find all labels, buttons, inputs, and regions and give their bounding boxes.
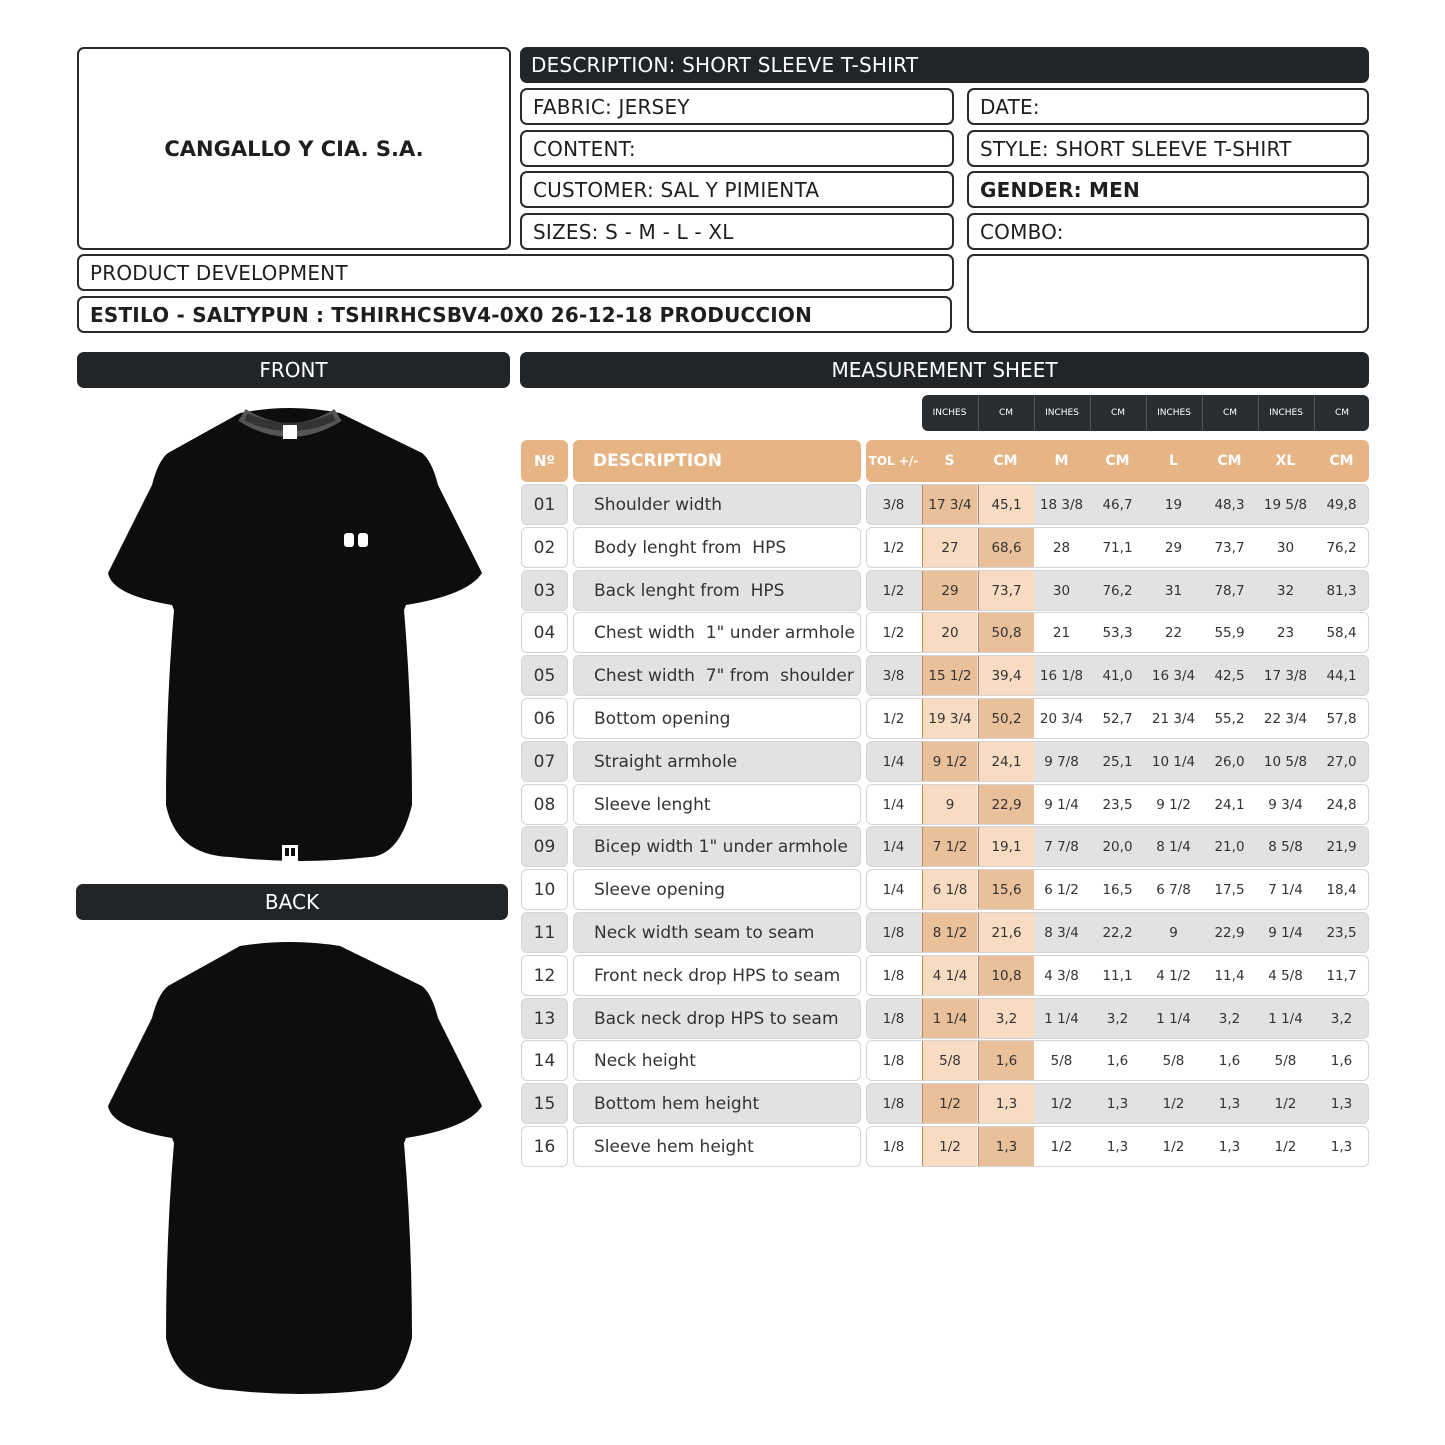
value-cell: 50,8 (978, 613, 1034, 652)
value-cell: 23,5 (1326, 924, 1357, 941)
back-label: BACK (76, 884, 508, 920)
value-cell: 19 3/4 (922, 699, 977, 738)
header-col: TOL +/- (868, 454, 919, 468)
value-cell: 9 1/2 (1156, 796, 1191, 813)
unit-label: CM (1090, 395, 1145, 431)
row-description: Shoulder width (573, 484, 861, 525)
value-cell: 11,1 (1102, 967, 1133, 984)
tshirt-front-icon (100, 405, 490, 870)
header-no: Nº (521, 440, 568, 482)
value-cell: 48,3 (1214, 496, 1245, 513)
value-cell: 24,1 (1214, 796, 1245, 813)
value-cell: 11,7 (1326, 967, 1357, 984)
row-number: 03 (521, 570, 568, 611)
value-cell: 58,4 (1326, 624, 1357, 641)
measurement-sheet-title: MEASUREMENT SHEET (520, 352, 1369, 388)
value-cell: 27,0 (1326, 753, 1357, 770)
value-cell: 24,1 (978, 742, 1034, 781)
value-cell: 20,0 (1102, 838, 1133, 855)
header-col: L (1169, 453, 1178, 469)
value-cell: 8 1/2 (922, 913, 977, 952)
value-cell: 53,3 (1102, 624, 1133, 641)
header-col: CM (993, 453, 1018, 469)
value-cell: 42,5 (1214, 667, 1245, 684)
value-cell: 1/2 (922, 1084, 977, 1123)
value-cell: 3,2 (978, 999, 1034, 1038)
value-cell: 21 3/4 (1151, 710, 1196, 727)
value-cell: 81,3 (1326, 582, 1357, 599)
value-cell: 24,8 (1326, 796, 1357, 813)
value-cell: 1/8 (882, 1052, 905, 1069)
row-number: 11 (521, 912, 568, 953)
value-cell: 1,6 (1330, 1052, 1353, 1069)
value-cell: 1/4 (882, 881, 905, 898)
unit-label: INCHES (932, 408, 967, 418)
row-description: Chest width 7" from shoulder (573, 655, 861, 696)
value-cell: 71,1 (1102, 539, 1133, 556)
content-field: CONTENT: (520, 130, 954, 167)
blank-box (967, 254, 1369, 333)
row-description: Bottom hem height (573, 1083, 861, 1124)
sizes-field: SIZES: S - M - L - XL (520, 213, 954, 250)
row-description: Chest width 1" under armhole (573, 612, 861, 653)
value-cell: 1/4 (882, 753, 905, 770)
value-cell: 15 1/2 (922, 656, 977, 695)
value-cell: 19,1 (978, 827, 1034, 866)
row-number: 13 (521, 998, 568, 1039)
value-cell: 20 (922, 613, 977, 652)
value-cell: 27 (922, 528, 977, 567)
value-cell: 3,2 (1218, 1010, 1241, 1027)
row-description: Front neck drop HPS to seam (573, 955, 861, 996)
value-cell: 10 5/8 (1263, 753, 1308, 770)
value-cell: 1/8 (882, 924, 905, 941)
row-number: 02 (521, 527, 568, 568)
value-cell: 25,1 (1102, 753, 1133, 770)
value-cell: 1,3 (978, 1084, 1034, 1123)
value-cell: 1 1/4 (1156, 1010, 1191, 1027)
row-description: Straight armhole (573, 741, 861, 782)
value-cell: 46,7 (1102, 496, 1133, 513)
value-cell: 21,0 (1214, 838, 1245, 855)
header-description: DESCRIPTION (573, 440, 861, 482)
value-cell: 9 1/4 (1268, 924, 1303, 941)
value-cell: 1,3 (1106, 1138, 1129, 1155)
value-cell: 76,2 (1326, 539, 1357, 556)
value-cell: 3,2 (1330, 1010, 1353, 1027)
value-cell: 30 (1276, 539, 1295, 556)
value-cell: 55,2 (1214, 710, 1245, 727)
value-cell: 68,6 (978, 528, 1034, 567)
value-cell: 26,0 (1214, 753, 1245, 770)
value-cell: 30 (1052, 582, 1071, 599)
value-cell: 16,5 (1102, 881, 1133, 898)
date-field: DATE: (967, 88, 1369, 125)
value-cell: 5/8 (1274, 1052, 1297, 1069)
row-number: 07 (521, 741, 568, 782)
value-cell: 4 1/4 (922, 956, 977, 995)
value-cell: 17,5 (1214, 881, 1245, 898)
value-cell: 22,2 (1102, 924, 1133, 941)
value-cell: 22 (1164, 624, 1183, 641)
row-number: 12 (521, 955, 568, 996)
row-description: Sleeve lenght (573, 784, 861, 825)
value-cell: 22,9 (978, 785, 1034, 824)
value-cell: 1 1/4 (1044, 1010, 1079, 1027)
value-cell: 10 1/4 (1151, 753, 1196, 770)
value-cell: 52,7 (1102, 710, 1133, 727)
value-cell: 9 7/8 (1044, 753, 1079, 770)
value-cell: 3/8 (882, 667, 905, 684)
value-cell: 1,3 (1218, 1138, 1241, 1155)
value-cell: 1,3 (1218, 1095, 1241, 1112)
front-label: FRONT (77, 352, 510, 388)
value-cell: 1/8 (882, 967, 905, 984)
value-cell: 5/8 (1050, 1052, 1073, 1069)
value-cell: 1,3 (1330, 1095, 1353, 1112)
header-col: M (1054, 453, 1069, 469)
value-cell: 6 1/8 (922, 870, 977, 909)
row-number: 04 (521, 612, 568, 653)
value-cell: 4 3/8 (1044, 967, 1079, 984)
value-cell: 3/8 (882, 496, 905, 513)
unit-label: INCHES (1258, 395, 1313, 431)
value-cell: 15,6 (978, 870, 1034, 909)
value-cell: 8 5/8 (1268, 838, 1303, 855)
value-cell: 1,3 (1106, 1095, 1129, 1112)
row-description: Body lenght from HPS (573, 527, 861, 568)
value-cell: 32 (1276, 582, 1295, 599)
value-cell: 50,2 (978, 699, 1034, 738)
row-number: 09 (521, 826, 568, 867)
header-col: CM (1329, 453, 1354, 469)
value-cell: 1/8 (882, 1095, 905, 1112)
value-cell: 5/8 (922, 1041, 977, 1080)
value-cell: 44,1 (1326, 667, 1357, 684)
header-col: CM (1105, 453, 1130, 469)
value-cell: 7 1/4 (1268, 881, 1303, 898)
unit-label: CM (1202, 395, 1257, 431)
value-cell: 1 1/4 (922, 999, 977, 1038)
gender-field: GENDER: MEN (967, 171, 1369, 208)
value-cell: 7 7/8 (1044, 838, 1079, 855)
value-cell: 1/8 (882, 1138, 905, 1155)
value-cell: 6 1/2 (1044, 881, 1079, 898)
value-cell: 18 3/8 (1039, 496, 1084, 513)
value-cell: 1/2 (882, 710, 905, 727)
row-number: 15 (521, 1083, 568, 1124)
header-col: XL (1275, 453, 1296, 469)
value-cell: 57,8 (1326, 710, 1357, 727)
unit-label: CM (978, 395, 1033, 431)
value-cell: 6 7/8 (1156, 881, 1191, 898)
value-cell: 3,2 (1106, 1010, 1129, 1027)
value-cell: 28 (1052, 539, 1071, 556)
row-number: 08 (521, 784, 568, 825)
row-description: Neck height (573, 1040, 861, 1081)
row-number: 10 (521, 869, 568, 910)
value-cell: 8 3/4 (1044, 924, 1079, 941)
header-col: CM (1217, 453, 1242, 469)
value-cell: 16 3/4 (1151, 667, 1196, 684)
row-description: Back neck drop HPS to seam (573, 998, 861, 1039)
value-cell: 29 (1164, 539, 1183, 556)
value-cell: 8 1/4 (1156, 838, 1191, 855)
value-cell: 73,7 (978, 571, 1034, 610)
unit-label: INCHES (1034, 395, 1089, 431)
value-cell: 76,2 (1102, 582, 1133, 599)
value-cell: 9 (1169, 924, 1178, 941)
value-cell: 18,4 (1326, 881, 1357, 898)
value-cell: 19 5/8 (1263, 496, 1308, 513)
value-cell: 55,9 (1214, 624, 1245, 641)
value-cell: 5/8 (1162, 1052, 1185, 1069)
value-cell: 73,7 (1214, 539, 1245, 556)
value-cell: 1/4 (882, 796, 905, 813)
value-cell: 23 (1276, 624, 1295, 641)
row-description: Sleeve opening (573, 869, 861, 910)
value-cell: 4 5/8 (1268, 967, 1303, 984)
company-box (77, 47, 511, 250)
value-cell: 1/2 (882, 539, 905, 556)
value-cell: 17 3/4 (922, 485, 977, 524)
unit-label: INCHES (1146, 395, 1201, 431)
value-cell: 1/2 (1162, 1095, 1185, 1112)
fabric-field: FABRIC: JERSEY (520, 88, 954, 125)
value-cell: 1,6 (1106, 1052, 1129, 1069)
estilo-field: ESTILO - SALTYPUN : TSHIRHCSBV4-0X0 26-12-18 PRODUCCION (77, 296, 952, 333)
row-description: Bottom opening (573, 698, 861, 739)
value-cell: 1/2 (1274, 1138, 1297, 1155)
row-description: Back lenght from HPS (573, 570, 861, 611)
style-field: STYLE: SHORT SLEEVE T-SHIRT (967, 130, 1369, 167)
value-cell: 1,6 (1218, 1052, 1241, 1069)
value-cell: 1,3 (1330, 1138, 1353, 1155)
row-number: 14 (521, 1040, 568, 1081)
value-cell: 1/2 (1162, 1138, 1185, 1155)
value-cell: 1/2 (1050, 1095, 1073, 1112)
row-description: Sleeve hem height (573, 1126, 861, 1167)
value-cell: 19 (1164, 496, 1183, 513)
value-cell: 78,7 (1214, 582, 1245, 599)
company-name: CANGALLO Y CIA. S.A. (164, 136, 424, 161)
value-cell: 10,8 (978, 956, 1034, 995)
value-cell: 1 1/4 (1268, 1010, 1303, 1027)
value-cell: 49,8 (1326, 496, 1357, 513)
value-cell: 1/2 (882, 624, 905, 641)
value-cell: 39,4 (978, 656, 1034, 695)
value-cell: 21,6 (978, 913, 1034, 952)
row-description: Neck width seam to seam (573, 912, 861, 953)
value-cell: 17 3/8 (1263, 667, 1308, 684)
row-number: 05 (521, 655, 568, 696)
value-cell: 31 (1164, 582, 1183, 599)
value-cell: 41,0 (1102, 667, 1133, 684)
value-cell: 4 1/2 (1156, 967, 1191, 984)
value-cell: 45,1 (978, 485, 1034, 524)
row-number: 01 (521, 484, 568, 525)
value-cell: 9 (922, 785, 977, 824)
value-cell: 1/4 (882, 838, 905, 855)
value-cell: 11,4 (1214, 967, 1245, 984)
value-cell: 23,5 (1102, 796, 1133, 813)
value-cell: 9 1/2 (922, 742, 977, 781)
tshirt-back-icon (100, 938, 490, 1403)
value-cell: 9 1/4 (1044, 796, 1079, 813)
value-cell: 1,6 (978, 1041, 1034, 1080)
value-cell: 21 (1052, 624, 1071, 641)
row-number: 16 (521, 1126, 568, 1167)
value-cell: 21,9 (1326, 838, 1357, 855)
header-col: S (944, 453, 955, 469)
value-cell: 29 (922, 571, 977, 610)
value-cell: 1,3 (978, 1127, 1034, 1166)
value-cell: 22,9 (1214, 924, 1245, 941)
unit-label: CM (1314, 395, 1369, 431)
value-cell: 20 3/4 (1039, 710, 1084, 727)
value-cell: 9 3/4 (1268, 796, 1303, 813)
row-description: Bicep width 1" under armhole (573, 826, 861, 867)
row-number: 06 (521, 698, 568, 739)
value-cell: 1/2 (1050, 1138, 1073, 1155)
product-development-field: PRODUCT DEVELOPMENT (77, 254, 954, 291)
value-cell: 1/8 (882, 1010, 905, 1027)
value-cell: 1/2 (882, 582, 905, 599)
customer-field: CUSTOMER: SAL Y PIMIENTA (520, 171, 954, 208)
value-cell: 22 3/4 (1263, 710, 1308, 727)
value-cell: 7 1/2 (922, 827, 977, 866)
value-cell: 1/2 (922, 1127, 977, 1166)
value-cell: 16 1/8 (1039, 667, 1084, 684)
description-bar: DESCRIPTION: SHORT SLEEVE T-SHIRT (520, 47, 1369, 83)
value-cell: 1/2 (1274, 1095, 1297, 1112)
combo-field: COMBO: (967, 213, 1369, 250)
